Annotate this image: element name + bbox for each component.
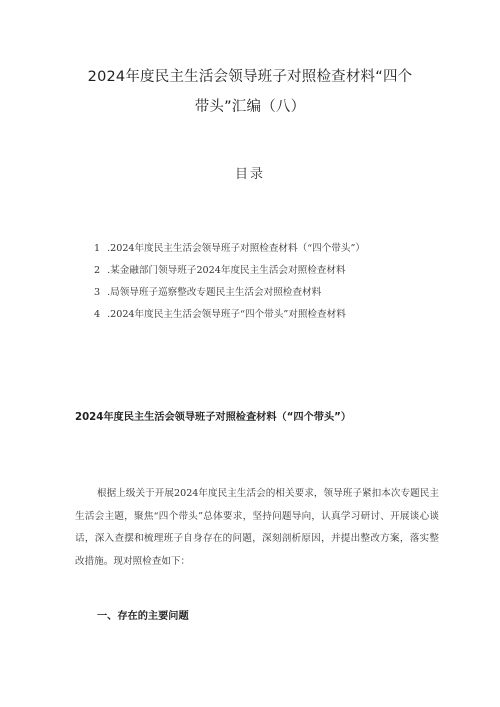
toc-item-number: 1 bbox=[94, 243, 101, 254]
toc-item-number: 2 bbox=[94, 265, 101, 276]
toc-item[interactable] bbox=[94, 304, 365, 326]
toc-item[interactable] bbox=[94, 282, 365, 304]
toc-item-text: .2024年度民主生活会领导班子对照检查材料（“四个带头”） bbox=[107, 243, 365, 254]
toc-item[interactable] bbox=[94, 260, 365, 282]
toc-item[interactable] bbox=[94, 238, 365, 260]
toc-item-number: 3 bbox=[94, 287, 101, 298]
toc-item-number: 4 bbox=[94, 309, 101, 320]
toc-item-text: .局领导班子巡察整改专题民主生活会对照检查材料 bbox=[107, 287, 322, 298]
title-line-2: 带头”汇编（八） bbox=[194, 99, 306, 115]
title-line-1: 2024年度民主生活会领导班子对照检查材料“四个 bbox=[87, 69, 413, 85]
toc-item-text: .2024年度民主生活会领导班子“四个带头”对照检查材料 bbox=[107, 309, 346, 320]
document-title bbox=[40, 62, 460, 122]
section-heading: 2024年度民主生活会领导班子对照检查材料（“四个带头”） bbox=[75, 412, 352, 423]
body-paragraph: 根据上级关于开展2024年度民主生活会的相关要求，领导班子紧扣本次专题民主生活会主题，聚焦“四个带头”总体要求，坚持问题导向，认真学习研讨、开展谈心谈话，深入查摆和梳理班子自身存在的问题，深刻剖析原因，并提出整改方案，落实整改措施。现对照检查如下： bbox=[75, 488, 439, 567]
subheading: 一、存在的主要问题 bbox=[97, 611, 189, 622]
table-of-contents bbox=[94, 238, 365, 326]
toc-heading: 目录 bbox=[234, 167, 265, 182]
toc-item-text: .某金融部门领导班子2024年度民主生活会对照检查材料 bbox=[107, 265, 346, 276]
